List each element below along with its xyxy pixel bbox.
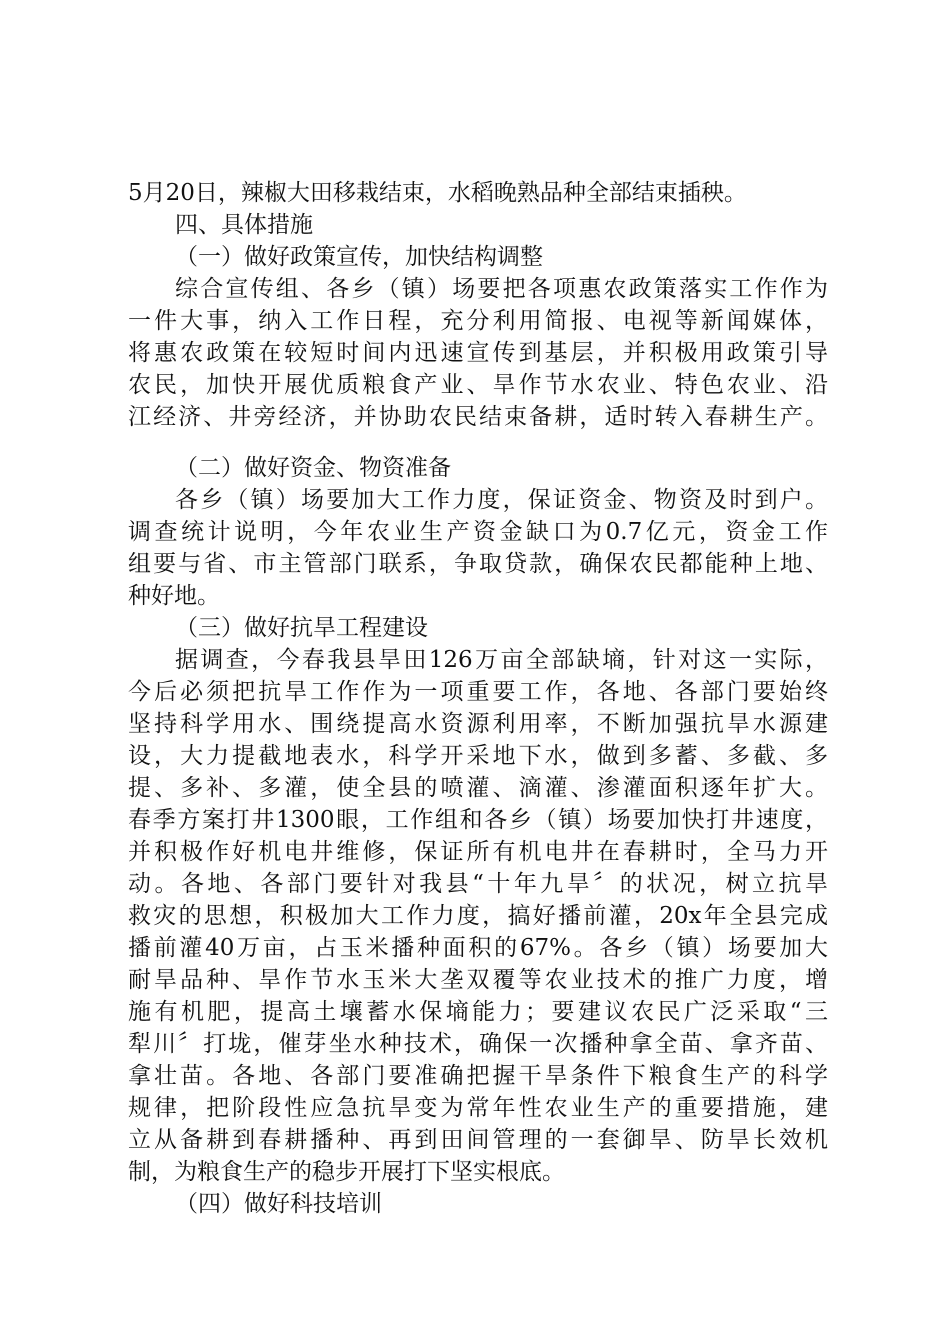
subsection-heading: （四）做好科技培训 [175, 1191, 382, 1217]
text-line: 种好地。 [128, 583, 220, 609]
text-line: 拿壮苗。各地、各部门要准确把握干旱条件下粮食生产的科学 [128, 1063, 828, 1089]
text-line: 农民，加快开展优质粮食产业、旱作节水农业、特色农业、沿 [128, 372, 828, 398]
text-line: 提、多补、多灌，使全县的喷灌、滴灌、渗灌面积逐年扩大。 [128, 775, 828, 801]
text-line: 今后必须把抗旱工作作为一项重要工作，各地、各部门要始终 [128, 679, 828, 705]
text-line: 江经济、井旁经济，并协助农民结束备耕，适时转入春耕生产。 [128, 404, 828, 430]
subsection-heading: （二）做好资金、物资准备 [175, 455, 451, 481]
text-line: 综合宣传组、各乡（镇）场要把各项惠农政策落实工作作为 [175, 276, 828, 302]
text-line: 播前灌40万亩，占玉米播种面积的67%。各乡（镇）场要加大 [128, 935, 828, 961]
text-line: 设，大力提截地表水，科学开采地下水，做到多蓄、多截、多 [128, 743, 828, 769]
text-line: 立从备耕到春耕播种、再到田间管理的一套御旱、防旱长效机 [128, 1127, 828, 1153]
text-line: 并积极作好机电井维修，保证所有机电井在春耕时，全马力开 [128, 839, 828, 865]
text-line: 动。各地、各部门要针对我县“十年九旱〞的状况，树立抗旱 [128, 871, 828, 897]
text-line: 犁川〞打垅，催芽坐水种技术，确保一次播种拿全苗、拿齐苗、 [128, 1031, 828, 1057]
subsection-heading: （三）做好抗旱工程建设 [175, 615, 428, 641]
text-line: 将惠农政策在较短时间内迅速宣传到基层，并积极用政策引导 [128, 340, 828, 366]
text-line: 救灾的思想，积极加大工作力度，搞好播前灌，20x年全县完成 [128, 903, 828, 929]
text-line: 施有机肥，提高土壤蓄水保墒能力；要建议农民广泛采取“三 [128, 999, 828, 1025]
text-line: 组要与省、市主管部门联系，争取贷款，确保农民都能种上地、 [128, 551, 828, 577]
subsection-heading: （一）做好政策宣传，加快结构调整 [175, 244, 543, 270]
text-line: 制，为粮食生产的稳步开展打下坚实根底。 [128, 1159, 565, 1185]
text-line: 坚持科学用水、围绕提高水资源利用率，不断加强抗旱水源建 [128, 711, 828, 737]
text-line: 耐旱品种、旱作节水玉米大垄双覆等农业技术的推广力度，增 [128, 967, 828, 993]
text-line: 5月20日，辣椒大田移栽结束，水稻晚熟品种全部结束插秧。 [128, 180, 747, 206]
text-line: 一件大事，纳入工作日程，充分利用简报、电视等新闻媒体， [128, 308, 828, 334]
text-line: 调查统计说明，今年农业生产资金缺口为0.7亿元，资金工作 [128, 519, 828, 545]
section-heading: 四、具体措施 [175, 212, 313, 238]
text-line: 各乡（镇）场要加大工作力度，保证资金、物资及时到户。 [175, 487, 828, 513]
text-line: 规律，把阶段性应急抗旱变为常年性农业生产的重要措施，建 [128, 1095, 828, 1121]
text-line: 春季方案打井1300眼，工作组和各乡（镇）场要加快打井速度， [128, 807, 828, 833]
text-line: 据调查，今春我县旱田126万亩全部缺墒，针对这一实际， [175, 647, 828, 673]
